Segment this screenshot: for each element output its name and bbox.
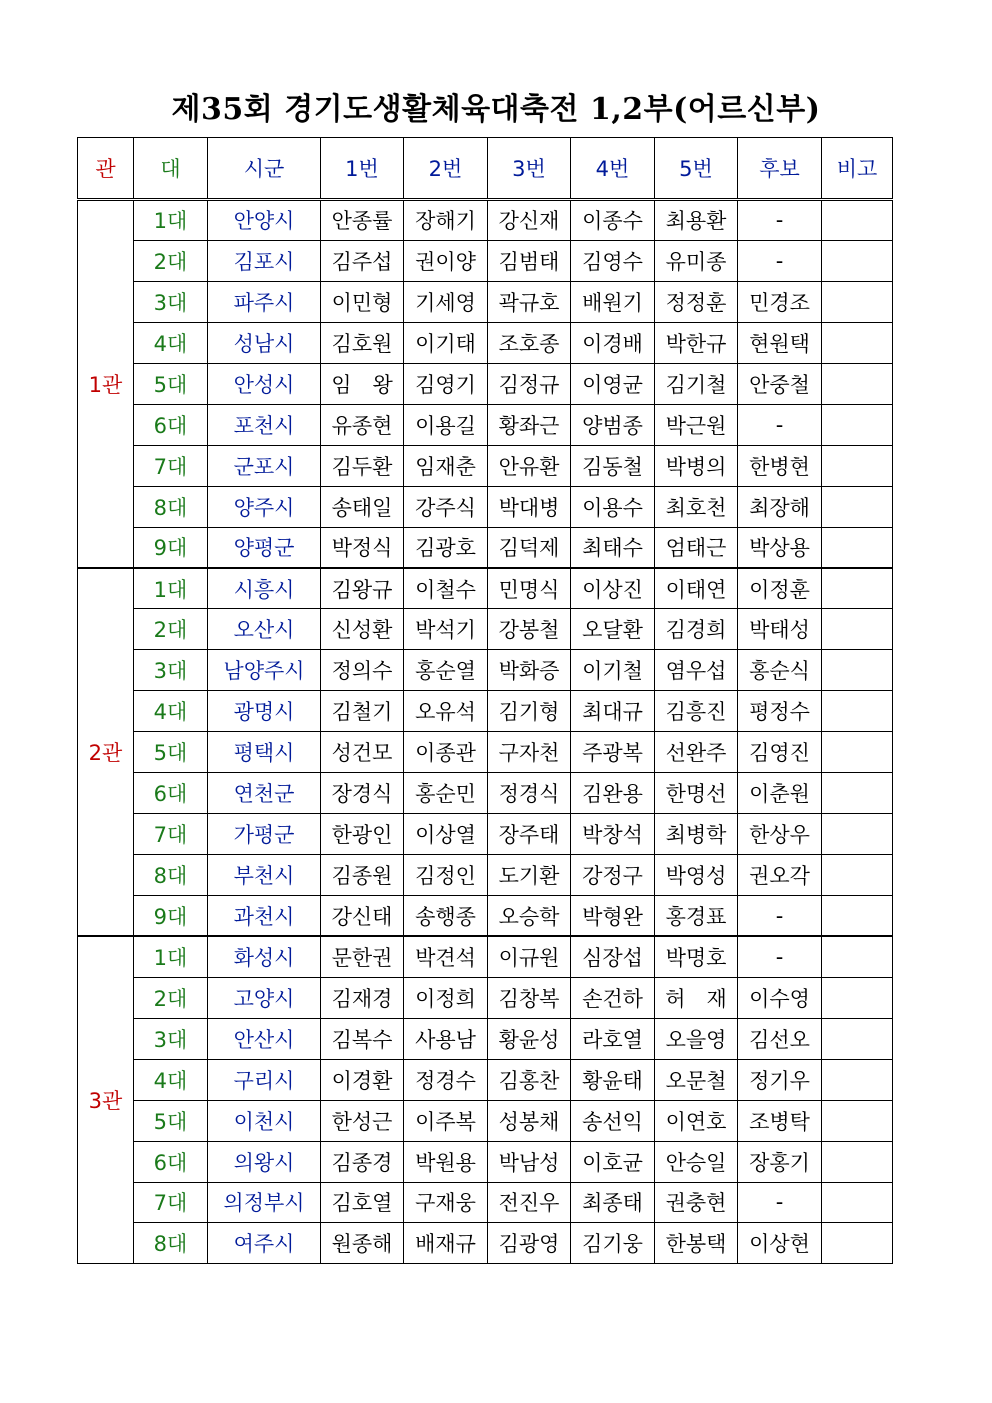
player-5-cell: 박명호 [655,936,738,977]
substitute-cell: 조병탁 [738,1100,822,1141]
substitute-cell: - [738,936,822,977]
player-1-cell: 원종해 [321,1223,404,1264]
player-5-cell: 권충현 [655,1182,738,1223]
city-cell: 양주시 [208,486,321,527]
city-cell: 평택시 [208,732,321,773]
note-cell [822,855,893,896]
player-4-cell: 라호열 [571,1018,655,1059]
team-number-cell: 4대 [134,322,208,363]
player-4-cell: 주광복 [571,732,655,773]
player-5-cell: 홍경표 [655,895,738,936]
team-number-cell: 7대 [134,445,208,486]
header-city: 시군 [208,138,321,200]
city-cell: 부천시 [208,855,321,896]
player-3-cell: 강신재 [488,200,571,241]
player-3-cell: 장주태 [488,814,571,855]
note-cell [822,691,893,732]
table-row [78,445,893,486]
player-5-cell: 박근원 [655,404,738,445]
player-5-cell: 염우섭 [655,650,738,691]
player-2-cell: 이철수 [404,568,488,609]
player-4-cell: 이호균 [571,1141,655,1182]
table-row [78,240,893,281]
player-4-cell: 최종태 [571,1182,655,1223]
gwan-cell: 3관 [78,936,134,1264]
note-cell [822,200,893,241]
player-4-cell: 이상진 [571,568,655,609]
player-5-cell: 박병의 [655,445,738,486]
player-1-cell: 정의수 [321,650,404,691]
table-row [78,1100,893,1141]
table-row [78,977,893,1018]
player-5-cell: 한봉택 [655,1223,738,1264]
substitute-cell: 이수영 [738,977,822,1018]
city-cell: 안산시 [208,1018,321,1059]
city-cell: 성남시 [208,322,321,363]
substitute-cell: - [738,895,822,936]
player-2-cell: 임재춘 [404,445,488,486]
city-cell: 김포시 [208,240,321,281]
player-2-cell: 홍순민 [404,773,488,814]
table-row [78,1059,893,1100]
substitute-cell: 한병현 [738,445,822,486]
player-2-cell: 박견석 [404,936,488,977]
team-number-cell: 7대 [134,814,208,855]
player-5-cell: 최호천 [655,486,738,527]
team-number-cell: 2대 [134,240,208,281]
player-1-cell: 김철기 [321,691,404,732]
player-1-cell: 강신태 [321,895,404,936]
player-5-cell: 박한규 [655,322,738,363]
substitute-cell: 이춘원 [738,773,822,814]
player-1-cell: 장경식 [321,773,404,814]
note-cell [822,977,893,1018]
player-2-cell: 이상열 [404,814,488,855]
player-4-cell: 김완용 [571,773,655,814]
city-cell: 양평군 [208,527,321,568]
player-2-cell: 기세영 [404,281,488,322]
team-number-cell: 1대 [134,936,208,977]
header-dae: 대 [134,138,208,200]
substitute-cell: 김영진 [738,732,822,773]
player-3-cell: 성봉채 [488,1100,571,1141]
note-cell [822,322,893,363]
player-3-cell: 이규원 [488,936,571,977]
team-number-cell: 3대 [134,281,208,322]
substitute-cell: 안중철 [738,363,822,404]
team-number-cell: 5대 [134,1100,208,1141]
player-2-cell: 홍순열 [404,650,488,691]
city-cell: 남양주시 [208,650,321,691]
city-cell: 구리시 [208,1059,321,1100]
player-2-cell: 권이양 [404,240,488,281]
substitute-cell: - [738,404,822,445]
player-5-cell: 김경희 [655,609,738,650]
player-5-cell: 이연호 [655,1100,738,1141]
player-1-cell: 이경환 [321,1059,404,1100]
note-cell [822,404,893,445]
city-cell: 고양시 [208,977,321,1018]
player-5-cell: 한명선 [655,773,738,814]
team-number-cell: 8대 [134,486,208,527]
player-2-cell: 강주식 [404,486,488,527]
substitute-cell: 평정수 [738,691,822,732]
city-cell: 화성시 [208,936,321,977]
table-row [78,486,893,527]
player-3-cell: 김정규 [488,363,571,404]
player-3-cell: 곽규호 [488,281,571,322]
city-cell: 과천시 [208,895,321,936]
player-2-cell: 김정인 [404,855,488,896]
note-cell [822,1100,893,1141]
team-number-cell: 5대 [134,732,208,773]
table-row [78,936,893,977]
player-5-cell: 오을영 [655,1018,738,1059]
player-5-cell: 오문철 [655,1059,738,1100]
player-2-cell: 구재웅 [404,1182,488,1223]
table-row [78,855,893,896]
note-cell [822,814,893,855]
player-4-cell: 김기웅 [571,1223,655,1264]
table-row [78,200,893,241]
player-5-cell: 엄태근 [655,527,738,568]
player-5-cell: 선완주 [655,732,738,773]
player-3-cell: 도기환 [488,855,571,896]
player-3-cell: 김광영 [488,1223,571,1264]
player-2-cell: 이용길 [404,404,488,445]
city-cell: 시흥시 [208,568,321,609]
header-player-5: 5번 [655,138,738,200]
player-1-cell: 안종률 [321,200,404,241]
city-cell: 가평군 [208,814,321,855]
player-1-cell: 김두환 [321,445,404,486]
substitute-cell: - [738,1182,822,1223]
note-cell [822,650,893,691]
table-row [78,814,893,855]
player-1-cell: 김종경 [321,1141,404,1182]
substitute-cell: - [738,240,822,281]
player-3-cell: 강봉철 [488,609,571,650]
header-substitute: 후보 [738,138,822,200]
city-cell: 광명시 [208,691,321,732]
player-3-cell: 김범태 [488,240,571,281]
player-3-cell: 박남성 [488,1141,571,1182]
player-4-cell: 배원기 [571,281,655,322]
player-1-cell: 문한권 [321,936,404,977]
team-number-cell: 3대 [134,1018,208,1059]
player-3-cell: 박대병 [488,486,571,527]
team-number-cell: 1대 [134,200,208,241]
player-5-cell: 최용환 [655,200,738,241]
player-5-cell: 김기철 [655,363,738,404]
player-4-cell: 강정구 [571,855,655,896]
player-3-cell: 안유환 [488,445,571,486]
city-cell: 군포시 [208,445,321,486]
gwan-cell: 2관 [78,568,134,936]
city-cell: 의정부시 [208,1182,321,1223]
team-number-cell: 7대 [134,1182,208,1223]
table-row [78,773,893,814]
player-2-cell: 박원용 [404,1141,488,1182]
substitute-cell: - [738,200,822,241]
city-cell: 연천군 [208,773,321,814]
player-3-cell: 김홍찬 [488,1059,571,1100]
player-1-cell: 한광인 [321,814,404,855]
team-number-cell: 1대 [134,568,208,609]
player-3-cell: 김기형 [488,691,571,732]
player-4-cell: 오달환 [571,609,655,650]
note-cell [822,1182,893,1223]
player-4-cell: 이종수 [571,200,655,241]
player-2-cell: 이종관 [404,732,488,773]
player-2-cell: 송행종 [404,895,488,936]
table-row [78,322,893,363]
note-cell [822,527,893,568]
header-player-2: 2번 [404,138,488,200]
table-row [78,281,893,322]
team-number-cell: 5대 [134,363,208,404]
substitute-cell: 최장해 [738,486,822,527]
player-3-cell: 민명식 [488,568,571,609]
table-row [78,404,893,445]
substitute-cell: 장홍기 [738,1141,822,1182]
player-4-cell: 심장섭 [571,936,655,977]
note-cell [822,1223,893,1264]
header-player-1: 1번 [321,138,404,200]
player-5-cell: 이태연 [655,568,738,609]
roster-table [77,137,893,1264]
player-5-cell: 정정훈 [655,281,738,322]
header-player-4: 4번 [571,138,655,200]
substitute-cell: 권오각 [738,855,822,896]
note-cell [822,240,893,281]
city-cell: 포천시 [208,404,321,445]
team-number-cell: 9대 [134,527,208,568]
team-number-cell: 8대 [134,1223,208,1264]
player-1-cell: 김호열 [321,1182,404,1223]
player-5-cell: 유미종 [655,240,738,281]
player-3-cell: 전진우 [488,1182,571,1223]
table-row [78,1223,893,1264]
player-2-cell: 김영기 [404,363,488,404]
player-2-cell: 사용남 [404,1018,488,1059]
player-3-cell: 김덕제 [488,527,571,568]
header-gwan: 관 [78,138,134,200]
note-cell [822,363,893,404]
team-number-cell: 3대 [134,650,208,691]
note-cell [822,895,893,936]
player-3-cell: 황좌근 [488,404,571,445]
substitute-cell: 김선오 [738,1018,822,1059]
city-cell: 안양시 [208,200,321,241]
table-row [78,568,893,609]
substitute-cell: 박상용 [738,527,822,568]
page-title: 제35회 경기도생활체육대축전 1,2부(어르신부) [171,92,821,127]
player-4-cell: 황윤태 [571,1059,655,1100]
player-2-cell: 박석기 [404,609,488,650]
substitute-cell: 박태성 [738,609,822,650]
substitute-cell: 이상현 [738,1223,822,1264]
player-4-cell: 최대규 [571,691,655,732]
table-row [78,1182,893,1223]
team-number-cell: 8대 [134,855,208,896]
table-row [78,363,893,404]
player-4-cell: 이용수 [571,486,655,527]
header-note: 비고 [822,138,893,200]
substitute-cell: 민경조 [738,281,822,322]
substitute-cell: 한상우 [738,814,822,855]
player-3-cell: 오승학 [488,895,571,936]
team-number-cell: 2대 [134,609,208,650]
table-row [78,609,893,650]
note-cell [822,773,893,814]
player-4-cell: 손건하 [571,977,655,1018]
player-1-cell: 송태일 [321,486,404,527]
player-2-cell: 김광호 [404,527,488,568]
note-cell [822,281,893,322]
city-cell: 여주시 [208,1223,321,1264]
player-3-cell: 정경식 [488,773,571,814]
city-cell: 안성시 [208,363,321,404]
team-number-cell: 4대 [134,691,208,732]
player-4-cell: 박형완 [571,895,655,936]
player-5-cell: 허 재 [655,977,738,1018]
player-3-cell: 조호종 [488,322,571,363]
team-number-cell: 6대 [134,404,208,445]
player-4-cell: 양범종 [571,404,655,445]
note-cell [822,1018,893,1059]
team-number-cell: 4대 [134,1059,208,1100]
table-row [78,1018,893,1059]
roster-body [78,200,893,1264]
note-cell [822,1141,893,1182]
city-cell: 파주시 [208,281,321,322]
player-3-cell: 박화증 [488,650,571,691]
player-1-cell: 김왕규 [321,568,404,609]
player-5-cell: 박영성 [655,855,738,896]
gwan-cell: 1관 [78,200,134,568]
player-3-cell: 김창복 [488,977,571,1018]
player-2-cell: 오유석 [404,691,488,732]
note-cell [822,445,893,486]
team-number-cell: 6대 [134,1141,208,1182]
player-1-cell: 신성환 [321,609,404,650]
player-1-cell: 김종원 [321,855,404,896]
player-2-cell: 배재규 [404,1223,488,1264]
team-number-cell: 9대 [134,895,208,936]
note-cell [822,1059,893,1100]
player-1-cell: 성건모 [321,732,404,773]
note-cell [822,568,893,609]
player-2-cell: 이주복 [404,1100,488,1141]
player-1-cell: 김복수 [321,1018,404,1059]
player-4-cell: 김동철 [571,445,655,486]
substitute-cell: 현원택 [738,322,822,363]
player-5-cell: 김흥진 [655,691,738,732]
player-2-cell: 정경수 [404,1059,488,1100]
player-4-cell: 이경배 [571,322,655,363]
player-3-cell: 황윤성 [488,1018,571,1059]
table-row [78,650,893,691]
table-row [78,895,893,936]
city-cell: 오산시 [208,609,321,650]
player-1-cell: 김재경 [321,977,404,1018]
player-2-cell: 이기태 [404,322,488,363]
player-2-cell: 장해기 [404,200,488,241]
note-cell [822,936,893,977]
substitute-cell: 이정훈 [738,568,822,609]
player-1-cell: 김주섭 [321,240,404,281]
substitute-cell: 정기우 [738,1059,822,1100]
table-row [78,691,893,732]
player-4-cell: 박창석 [571,814,655,855]
player-1-cell: 유종현 [321,404,404,445]
player-4-cell: 송선익 [571,1100,655,1141]
team-number-cell: 6대 [134,773,208,814]
table-row [78,732,893,773]
player-1-cell: 이민형 [321,281,404,322]
team-number-cell: 2대 [134,977,208,1018]
player-2-cell: 이정희 [404,977,488,1018]
header-row [78,138,893,200]
player-3-cell: 구자천 [488,732,571,773]
city-cell: 이천시 [208,1100,321,1141]
city-cell: 의왕시 [208,1141,321,1182]
player-5-cell: 최병학 [655,814,738,855]
player-5-cell: 안승일 [655,1141,738,1182]
note-cell [822,486,893,527]
player-4-cell: 최태수 [571,527,655,568]
note-cell [822,732,893,773]
player-1-cell: 김호원 [321,322,404,363]
player-4-cell: 이기철 [571,650,655,691]
note-cell [822,609,893,650]
player-1-cell: 박정식 [321,527,404,568]
player-4-cell: 이영균 [571,363,655,404]
substitute-cell: 홍순식 [738,650,822,691]
player-1-cell: 임 왕 [321,363,404,404]
table-row [78,527,893,568]
player-4-cell: 김영수 [571,240,655,281]
header-player-3: 3번 [488,138,571,200]
player-1-cell: 한성근 [321,1100,404,1141]
table-row [78,1141,893,1182]
